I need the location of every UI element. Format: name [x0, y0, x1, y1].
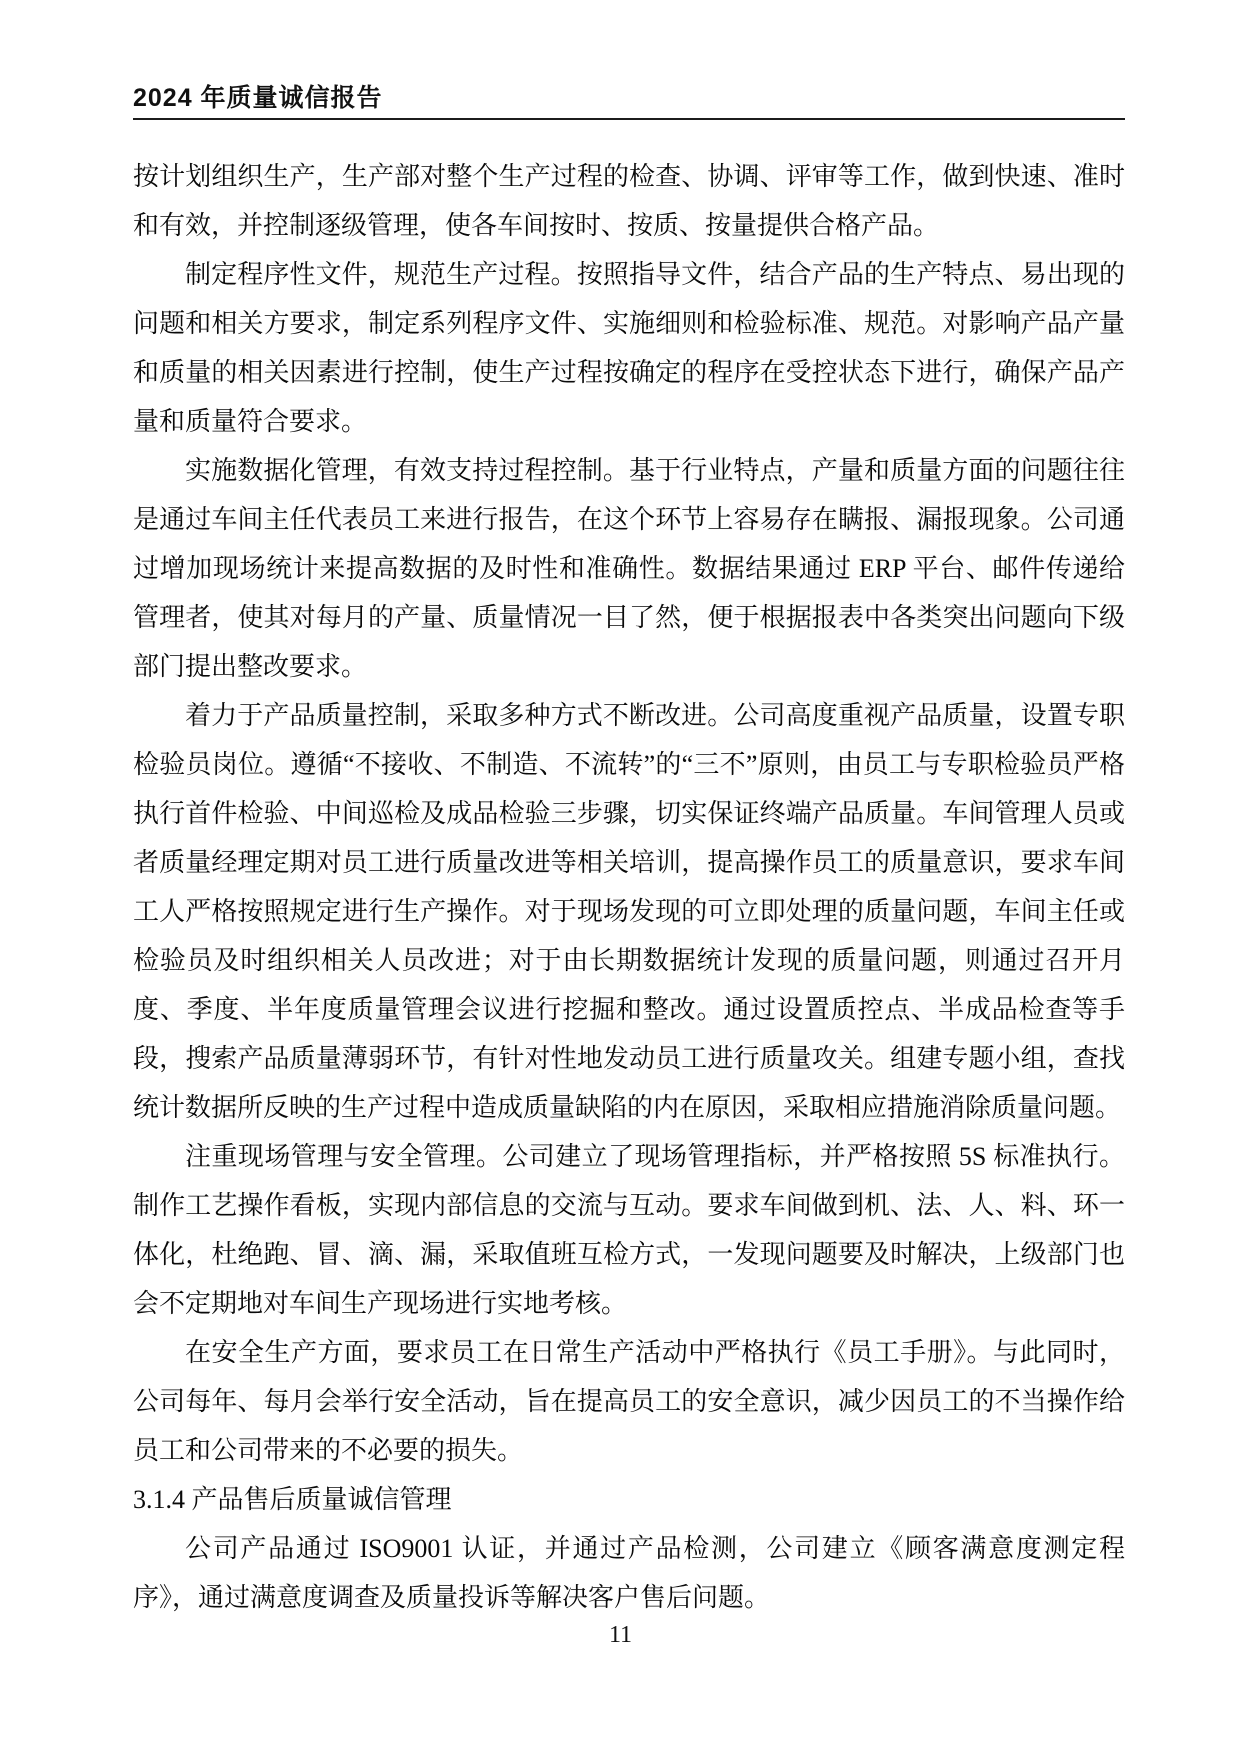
paragraph: 公司产品通过 ISO9001 认证，并通过产品检测，公司建立《顾客满意度测定程序》，通过满意度调查及质量投诉等解决客户售后问题。 — [133, 1534, 1125, 1612]
section-heading: 3.1.4 产品售后质量诚信管理 — [133, 1485, 452, 1514]
paragraph: 实施数据化管理，有效支持过程控制。基于行业特点，产量和质量方面的问题往往是通过车间主任代表员工来进行报告，在这个环节上容易存在瞒报、漏报现象。公司通过增加现场统计来提高数据的及时性和准确性。数据结果通过 ERP 平台、邮件传递给管理者，使其对每月的产量、质量情况一目了然，便于根据报表中各类突出问题向下级部门提出整改要求。 — [133, 456, 1125, 681]
page-header-title: 2024 年质量诚信报告 — [133, 84, 383, 112]
paragraph: 制定程序性文件，规范生产过程。按照指导文件，结合产品的生产特点、易出现的问题和相关方要求，制定系列程序文件、实施细则和检验标准、规范。对影响产品产量和质量的相关因素进行控制，使生产过程按确定的程序在受控状态下进行，确保产品产量和质量符合要求。 — [133, 260, 1125, 436]
paragraph: 着力于产品质量控制，采取多种方式不断改进。公司高度重视产品质量，设置专职检验员岗位。遵循“不接收、不制造、不流转”的“三不”原则，由员工与专职检验员严格执行首件检验、中间巡检及成品检验三步骤，切实保证终端产品质量。车间管理人员或者质量经理定期对员工进行质量改进等相关培训，提高操作员工的质量意识，要求车间工人严格按照规定进行生产操作。对于现场发现的可立即处理的质量问题，车间主任或检验员及时组织相关人员改进；对于由长期数据统计发现的质量问题，则通过召开月度、季度、半年度质量管理会议进行挖掘和整改。通过设置质控点、半成品检查等手段，搜索产品质量薄弱环节，有针对性地发动员工进行质量攻关。组建专题小组，查找统计数据所反映的生产过程中造成质量缺陷的内在原因，采取相应措施消除质量问题。 — [133, 701, 1125, 1122]
page-header — [133, 84, 1125, 120]
page-number: 11 — [608, 1622, 633, 1648]
paragraph: 注重现场管理与安全管理。公司建立了现场管理指标，并严格按照 5S 标准执行。制作工艺操作看板，实现内部信息的交流与互动。要求车间做到机、法、人、料、环一体化，杜绝跑、冒、滴、漏，采取值班互检方式，一发现问题要及时解决，上级部门也会不定期地对车间生产现场进行实地考核。 — [133, 1142, 1125, 1318]
paragraph: 在安全生产方面，要求员工在日常生产活动中严格执行《员工手册》。与此同时，公司每年、每月会举行安全活动，旨在提高员工的安全意识，减少因员工的不当操作给员工和公司带来的不必要的损失。 — [133, 1338, 1125, 1465]
document-body — [133, 152, 1125, 1622]
paragraph: 按计划组织生产，生产部对整个生产过程的检查、协调、评审等工作，做到快速、准时和有效，并控制逐级管理，使各车间按时、按质、按量提供合格产品。 — [133, 162, 1125, 240]
